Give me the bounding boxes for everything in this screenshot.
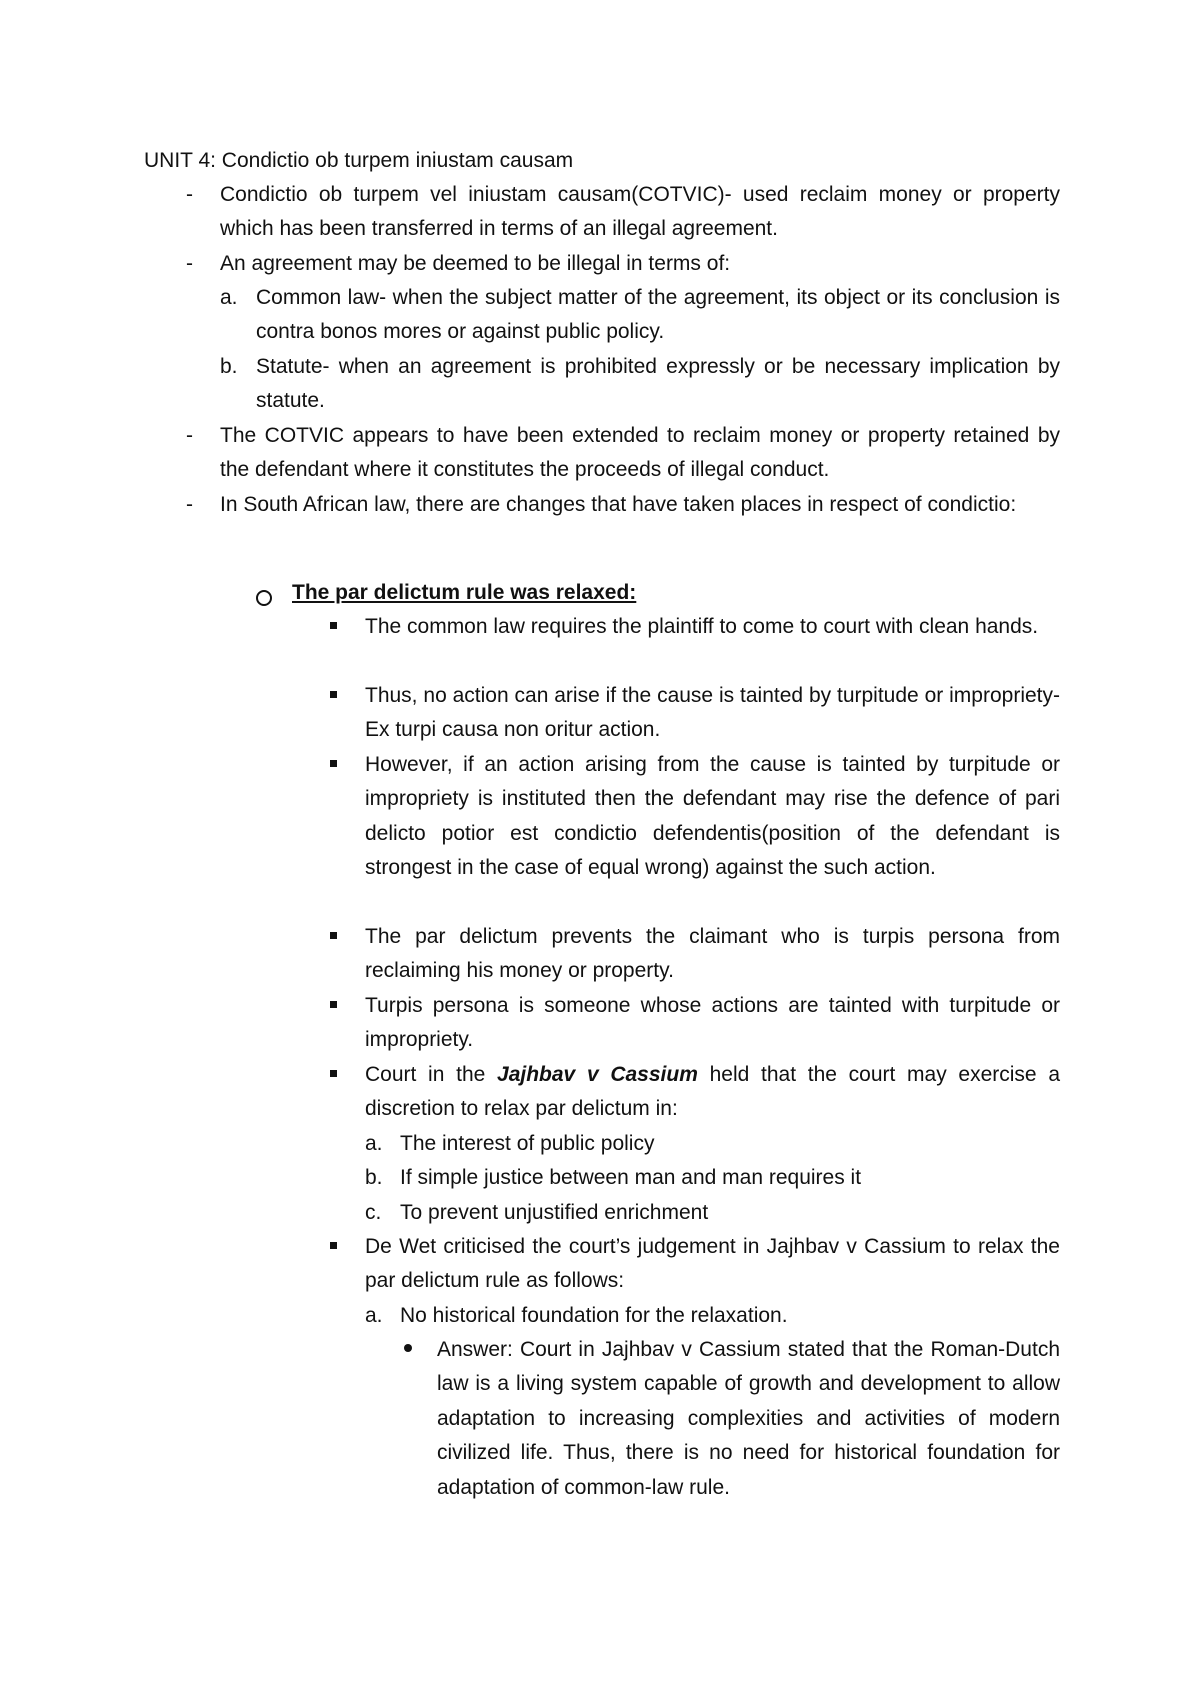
square-bullet-icon bbox=[330, 622, 337, 629]
list-letter: a. bbox=[220, 286, 238, 309]
list-item: However, if an action arising from the cause is tainted by turpitude or impropriety is instituted then the defendant may rise the defence of pari delicto potior est condictio defendentis(position of the defendant is strongest in the case of equal wrong) against the such action. bbox=[365, 753, 1060, 880]
text-run: Court in the bbox=[365, 1063, 498, 1086]
list-letter: a. bbox=[365, 1132, 383, 1155]
list-item: The interest of public policy bbox=[400, 1132, 655, 1155]
square-bullet-icon bbox=[330, 691, 337, 698]
list-letter: c. bbox=[365, 1201, 382, 1224]
list-item: If simple justice between man and man requires it bbox=[400, 1166, 862, 1189]
square-bullet-icon bbox=[330, 760, 337, 767]
dash-marker: - bbox=[186, 424, 193, 447]
list-item: The par delictum prevents the claimant who is turpis persona from reclaiming his money or property. bbox=[365, 925, 1060, 983]
list-item: The common law requires the plaintiff to come to court with clean hands. bbox=[365, 615, 1039, 638]
circle-bullet-icon bbox=[256, 590, 272, 606]
case-name: Jajhbav v Cassium bbox=[497, 1063, 698, 1086]
list-item: In South African law, there are changes that have taken places in respect of condictio: bbox=[220, 493, 1017, 516]
list-item: An agreement may be deemed to be illegal in terms of: bbox=[220, 252, 731, 275]
section-heading: The par delictum rule was relaxed: bbox=[292, 581, 637, 604]
square-bullet-icon bbox=[330, 932, 337, 939]
list-letter: b. bbox=[365, 1166, 383, 1189]
square-bullet-icon bbox=[330, 1001, 337, 1008]
list-item: De Wet criticised the court’s judgement in Jajhbav v Cassium to relax the par delictum rule as follows: bbox=[365, 1235, 1060, 1293]
list-item bbox=[365, 1058, 1060, 1127]
square-bullet-icon bbox=[330, 1070, 337, 1077]
page-title: UNIT 4: Condictio ob turpem iniustam causam bbox=[144, 149, 574, 172]
text-run: held that the court may exercise a discretion to relax par delictum in: bbox=[365, 1063, 1060, 1121]
dot-bullet-icon bbox=[404, 1344, 412, 1352]
list-item: The COTVIC appears to have been extended to reclaim money or property retained by the defendant where it constitutes the proceeds of illegal conduct. bbox=[220, 424, 1060, 482]
list-letter: b. bbox=[220, 355, 238, 378]
list-item: Turpis persona is someone whose actions are tainted with turpitude or impropriety. bbox=[365, 994, 1060, 1052]
list-item: Answer: Court in Jajhbav v Cassium stated that the Roman-Dutch law is a living system capable of growth and development to allow adaptation to increasing complexities and activities of modern civilized life. Thus, there is no need for historical foundation for adaptation of common-law rule. bbox=[437, 1338, 1060, 1499]
dash-marker: - bbox=[186, 493, 193, 516]
dash-marker: - bbox=[186, 252, 193, 275]
list-item: Statute- when an agreement is prohibited expressly or be necessary implication by statute. bbox=[256, 355, 1060, 413]
list-letter: a. bbox=[365, 1304, 383, 1327]
list-item: To prevent unjustified enrichment bbox=[400, 1201, 709, 1224]
square-bullet-icon bbox=[330, 1242, 337, 1249]
list-item: Thus, no action can arise if the cause is tainted by turpitude or impropriety- Ex turpi causa non oritur action. bbox=[365, 684, 1060, 742]
dash-marker: - bbox=[186, 183, 193, 206]
list-item: Common law- when the subject matter of the agreement, its object or its conclusion is contra bonos mores or against public policy. bbox=[256, 286, 1060, 344]
list-item: Condictio ob turpem vel iniustam causam(COTVIC)- used reclaim money or property which has been transferred in terms of an illegal agreement. bbox=[220, 183, 1060, 241]
list-item: No historical foundation for the relaxation. bbox=[400, 1304, 788, 1327]
